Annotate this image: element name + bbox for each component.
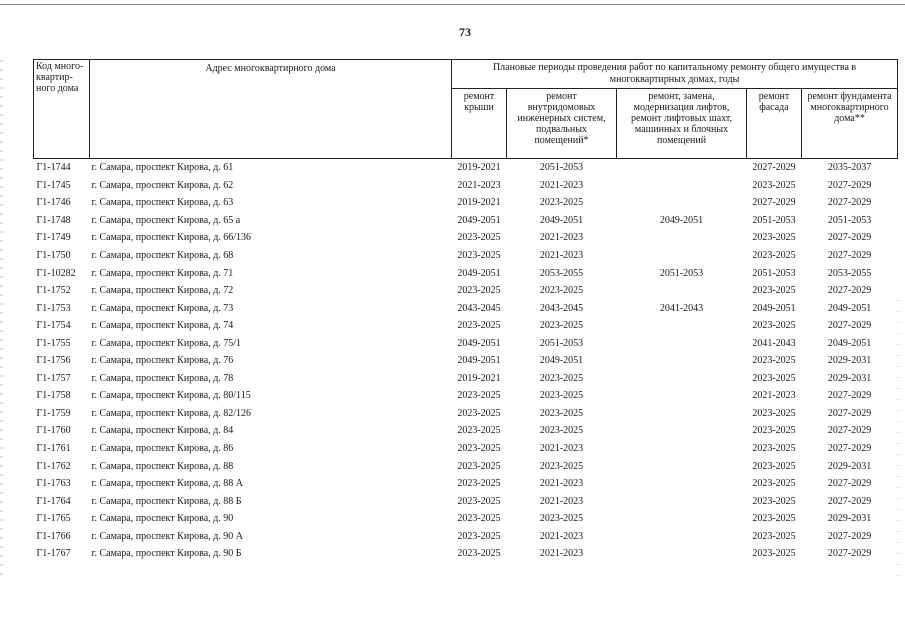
cell-address: г. Самара, проспект Кирова, д. 82/126	[91, 407, 252, 419]
cell-address: г. Самара, проспект Кирова, д. 63	[91, 197, 234, 209]
cell-foundation: 2027-2029	[827, 530, 872, 542]
cell-lifts	[617, 492, 747, 510]
cell-facade: 2023-2025	[752, 443, 796, 455]
cell-lifts	[617, 422, 747, 440]
cell-code: Г1-1753	[36, 302, 71, 314]
cell-lifts	[617, 317, 747, 335]
table-row	[34, 352, 898, 370]
cell-roof: 2049-2051	[457, 337, 501, 349]
header-code: Код много- квартир- ного дома	[34, 60, 90, 159]
cell-facade: 2023-2025	[752, 372, 796, 384]
cell-code: Г1-1758	[36, 390, 71, 402]
cell-roof: 2023-2025	[457, 390, 501, 402]
cell-address: г. Самара, проспект Кирова, д. 78	[91, 372, 234, 384]
cell-systems: 2049-2051	[539, 355, 584, 367]
cell-roof: 2023-2025	[457, 285, 501, 297]
cell-facade: 2023-2025	[752, 460, 796, 472]
cell-foundation: 2051-2053	[827, 214, 872, 226]
cell-lifts	[617, 282, 747, 300]
cell-systems: 2021-2023	[539, 548, 584, 560]
cell-code: Г1-1746	[36, 197, 71, 209]
cell-lifts	[617, 475, 747, 493]
cell-systems: 2023-2025	[539, 197, 584, 209]
cell-code: Г1-1762	[36, 460, 71, 472]
cell-code: Г1-1754	[36, 320, 71, 332]
cell-code: Г1-1755	[36, 337, 71, 349]
cell-roof: 2023-2025	[457, 495, 501, 507]
cell-code: Г1-1757	[36, 372, 71, 384]
cell-foundation: 2027-2029	[827, 425, 872, 437]
cell-facade: 2023-2025	[752, 478, 796, 490]
cell-roof: 2023-2025	[457, 513, 501, 525]
cell-lifts	[617, 159, 747, 177]
cell-lifts	[617, 387, 747, 405]
table-row	[34, 370, 898, 388]
cell-foundation: 2027-2029	[827, 407, 872, 419]
cell-systems: 2053-2055	[539, 267, 584, 279]
cell-facade: 2023-2025	[752, 530, 796, 542]
cell-foundation: 2027-2029	[827, 548, 872, 560]
cell-address: г. Самара, проспект Кирова, д. 61	[91, 162, 234, 174]
repair-schedule-table	[33, 59, 898, 563]
cell-facade: 2023-2025	[752, 355, 796, 367]
cell-roof: 2023-2025	[457, 407, 501, 419]
cell-systems: 2049-2051	[539, 214, 584, 226]
cell-address: г. Самара, проспект Кирова, д. 76	[91, 355, 234, 367]
cell-lifts	[617, 352, 747, 370]
cell-foundation: 2027-2029	[827, 285, 872, 297]
cell-facade: 2049-2051	[752, 302, 796, 314]
cell-facade: 2023-2025	[752, 285, 796, 297]
cell-address: г. Самара, проспект Кирова, д. 65 а	[91, 214, 241, 226]
cell-facade: 2023-2025	[752, 320, 796, 332]
cell-lifts: 2041-2043	[659, 302, 704, 314]
cell-address: г. Самара, проспект Кирова, д. 71	[91, 267, 234, 279]
page-top-edge	[0, 4, 905, 5]
cell-lifts	[617, 405, 747, 423]
table-row	[34, 264, 898, 282]
table-row	[34, 177, 898, 195]
cell-roof: 2049-2051	[457, 355, 501, 367]
scan-artifact-left	[0, 60, 3, 580]
cell-facade: 2051-2053	[752, 214, 796, 226]
header-address: Адрес многоквартирного дома	[90, 60, 452, 159]
cell-facade: 2023-2025	[752, 425, 796, 437]
table-row	[34, 440, 898, 458]
cell-roof: 2049-2051	[457, 267, 501, 279]
table-row	[34, 247, 898, 265]
cell-foundation: 2035-2037	[827, 162, 872, 174]
header-roof: ремонт крыши	[452, 89, 507, 159]
cell-address: г. Самара, проспект Кирова, д. 90 Б	[91, 548, 242, 560]
cell-roof: 2023-2025	[457, 443, 501, 455]
cell-systems: 2021-2023	[539, 250, 584, 261]
cell-systems: 2023-2025	[539, 390, 584, 402]
table-row	[34, 282, 898, 300]
cell-foundation: 2027-2029	[827, 250, 872, 261]
cell-foundation: 2027-2029	[827, 390, 872, 402]
cell-address: г. Самара, проспект Кирова, д. 88 Б	[91, 495, 242, 507]
cell-code: Г1-1752	[36, 285, 71, 297]
cell-address: г. Самара, проспект Кирова, д. 72	[91, 285, 234, 297]
cell-code: Г1-1763	[36, 478, 71, 490]
cell-systems: 2021-2023	[539, 478, 584, 490]
cell-foundation: 2027-2029	[827, 495, 872, 507]
table-body	[34, 159, 898, 563]
cell-facade: 2041-2043	[752, 337, 796, 349]
cell-facade: 2027-2029	[752, 197, 796, 209]
cell-facade: 2021-2023	[752, 390, 796, 402]
cell-code: Г1-1767	[36, 548, 71, 560]
table-row	[34, 212, 898, 230]
table-row	[34, 194, 898, 212]
header-facade: ремонт фасада	[747, 89, 802, 159]
cell-roof: 2019-2021	[457, 162, 501, 174]
cell-address: г. Самара, проспект Кирова, д. 90 А	[91, 530, 244, 542]
table-row	[34, 510, 898, 528]
cell-systems: 2021-2023	[539, 179, 584, 191]
cell-lifts	[617, 177, 747, 195]
cell-facade: 2023-2025	[752, 495, 796, 507]
cell-lifts	[617, 457, 747, 475]
cell-foundation: 2027-2029	[827, 232, 872, 244]
cell-roof: 2049-2051	[457, 214, 501, 226]
cell-facade: 2023-2025	[752, 513, 796, 525]
table-row	[34, 545, 898, 563]
cell-code: Г1-1756	[36, 355, 71, 367]
cell-systems: 2051-2053	[539, 337, 584, 349]
cell-foundation: 2027-2029	[827, 179, 872, 191]
table-row	[34, 422, 898, 440]
cell-roof: 2021-2023	[457, 179, 501, 191]
cell-foundation: 2049-2051	[827, 337, 872, 349]
cell-code: Г1-1748	[36, 214, 71, 226]
cell-systems: 2021-2023	[539, 530, 584, 542]
cell-code: Г1-1766	[36, 530, 71, 542]
cell-foundation: 2027-2029	[827, 320, 872, 332]
cell-address: г. Самара, проспект Кирова, д. 84	[91, 425, 234, 437]
table-row	[34, 334, 898, 352]
cell-facade: 2023-2025	[752, 179, 796, 191]
cell-foundation: 2027-2029	[827, 197, 872, 209]
cell-code: Г1-1749	[36, 232, 71, 244]
cell-systems: 2043-2045	[539, 302, 584, 314]
table-row	[34, 457, 898, 475]
cell-foundation: 2029-2031	[827, 513, 872, 525]
cell-code: Г1-1745	[36, 179, 71, 191]
cell-foundation: 2027-2029	[827, 478, 872, 490]
document-sheet	[33, 59, 897, 563]
cell-systems: 2023-2025	[539, 407, 584, 419]
cell-systems: 2023-2025	[539, 372, 584, 384]
cell-foundation: 2029-2031	[827, 355, 872, 367]
table-row	[34, 492, 898, 510]
table-row	[34, 229, 898, 247]
cell-lifts	[617, 545, 747, 563]
cell-code: Г1-1765	[36, 513, 71, 525]
cell-foundation: 2053-2055	[827, 267, 872, 279]
cell-lifts	[617, 194, 747, 212]
header-foundation: ремонт фундамента многоквартирного дома**	[802, 89, 898, 159]
cell-facade: 2023-2025	[752, 232, 796, 244]
cell-facade: 2023-2025	[752, 407, 796, 419]
cell-roof: 2023-2025	[457, 425, 501, 437]
cell-lifts	[617, 229, 747, 247]
cell-code: Г1-1760	[36, 425, 71, 437]
cell-code: Г1-10282	[36, 267, 76, 279]
cell-roof: 2023-2025	[457, 548, 501, 560]
cell-systems: 2021-2023	[539, 232, 584, 244]
cell-roof: 2019-2021	[457, 372, 501, 384]
cell-lifts	[617, 370, 747, 388]
cell-systems: 2021-2023	[539, 443, 584, 455]
cell-address: г. Самара, проспект Кирова, д. 90	[91, 513, 234, 525]
cell-facade: 2051-2053	[752, 267, 796, 279]
header-plan-periods: Плановые периоды проведения работ по капитальному ремонту общего имущества в многоквартирных домах, годы	[452, 60, 898, 89]
table-row	[34, 317, 898, 335]
cell-systems: 2021-2023	[539, 495, 584, 507]
cell-code: Г1-1759	[36, 407, 71, 419]
cell-systems: 2023-2025	[539, 425, 584, 437]
cell-address: г. Самара, проспект Кирова, д. 80/115	[91, 390, 251, 402]
cell-lifts	[617, 440, 747, 458]
cell-foundation: 2029-2031	[827, 460, 872, 472]
cell-address: г. Самара, проспект Кирова, д. 62	[91, 179, 234, 191]
cell-foundation: 2027-2029	[827, 443, 872, 455]
table-row	[34, 299, 898, 317]
cell-lifts	[617, 527, 747, 545]
table-row	[34, 159, 898, 177]
cell-roof: 2023-2025	[457, 460, 501, 472]
cell-roof: 2023-2025	[457, 250, 501, 261]
cell-systems: 2023-2025	[539, 320, 584, 332]
cell-roof: 2023-2025	[457, 530, 501, 542]
cell-lifts	[617, 247, 747, 265]
page-number: 73	[459, 25, 471, 39]
header-systems: ремонт внутридомовых инженерных систем, подвальных помещений*	[507, 89, 617, 159]
cell-code: Г1-1764	[36, 495, 71, 507]
cell-systems: 2023-2025	[539, 285, 584, 297]
cell-roof: 2023-2025	[457, 320, 501, 332]
header-lifts: ремонт, замена, модернизация лифтов, ремонт лифтовых шахт, машинных и блочных помещений	[617, 89, 747, 159]
cell-roof: 2019-2021	[457, 197, 501, 209]
cell-facade: 2023-2025	[752, 250, 796, 261]
cell-code: Г1-1744	[36, 162, 71, 174]
cell-facade: 2027-2029	[752, 162, 796, 174]
cell-address: г. Самара, проспект Кирова, д. 88	[91, 460, 234, 472]
table-row	[34, 527, 898, 545]
cell-roof: 2043-2045	[457, 302, 501, 314]
table-row	[34, 387, 898, 405]
cell-lifts	[617, 510, 747, 528]
cell-lifts: 2049-2051	[659, 214, 704, 226]
cell-address: г. Самара, проспект Кирова, д. 75/1	[91, 337, 242, 349]
cell-facade: 2023-2025	[752, 548, 796, 560]
cell-lifts	[617, 334, 747, 352]
cell-code: Г1-1750	[36, 250, 71, 261]
cell-roof: 2023-2025	[457, 232, 501, 244]
cell-address: г. Самара, проспект Кирова, д. 74	[91, 320, 234, 332]
table-row	[34, 405, 898, 423]
cell-lifts: 2051-2053	[659, 267, 704, 279]
cell-systems: 2023-2025	[539, 460, 584, 472]
cell-address: г. Самара, проспект Кирова, д. 88 А	[91, 478, 244, 490]
table-row	[34, 475, 898, 493]
cell-foundation: 2029-2031	[827, 372, 872, 384]
cell-systems: 2051-2053	[539, 162, 584, 174]
cell-systems: 2023-2025	[539, 513, 584, 525]
cell-address: г. Самара, проспект Кирова, д. 86	[91, 443, 234, 455]
cell-code: Г1-1761	[36, 443, 71, 455]
cell-address: г. Самара, проспект Кирова, д. 66/136	[91, 232, 252, 244]
cell-address: г. Самара, проспект Кирова, д. 68	[91, 250, 234, 261]
cell-foundation: 2049-2051	[827, 302, 872, 314]
cell-roof: 2023-2025	[457, 478, 501, 490]
cell-address: г. Самара, проспект Кирова, д. 73	[91, 302, 234, 314]
table-header	[34, 60, 898, 159]
